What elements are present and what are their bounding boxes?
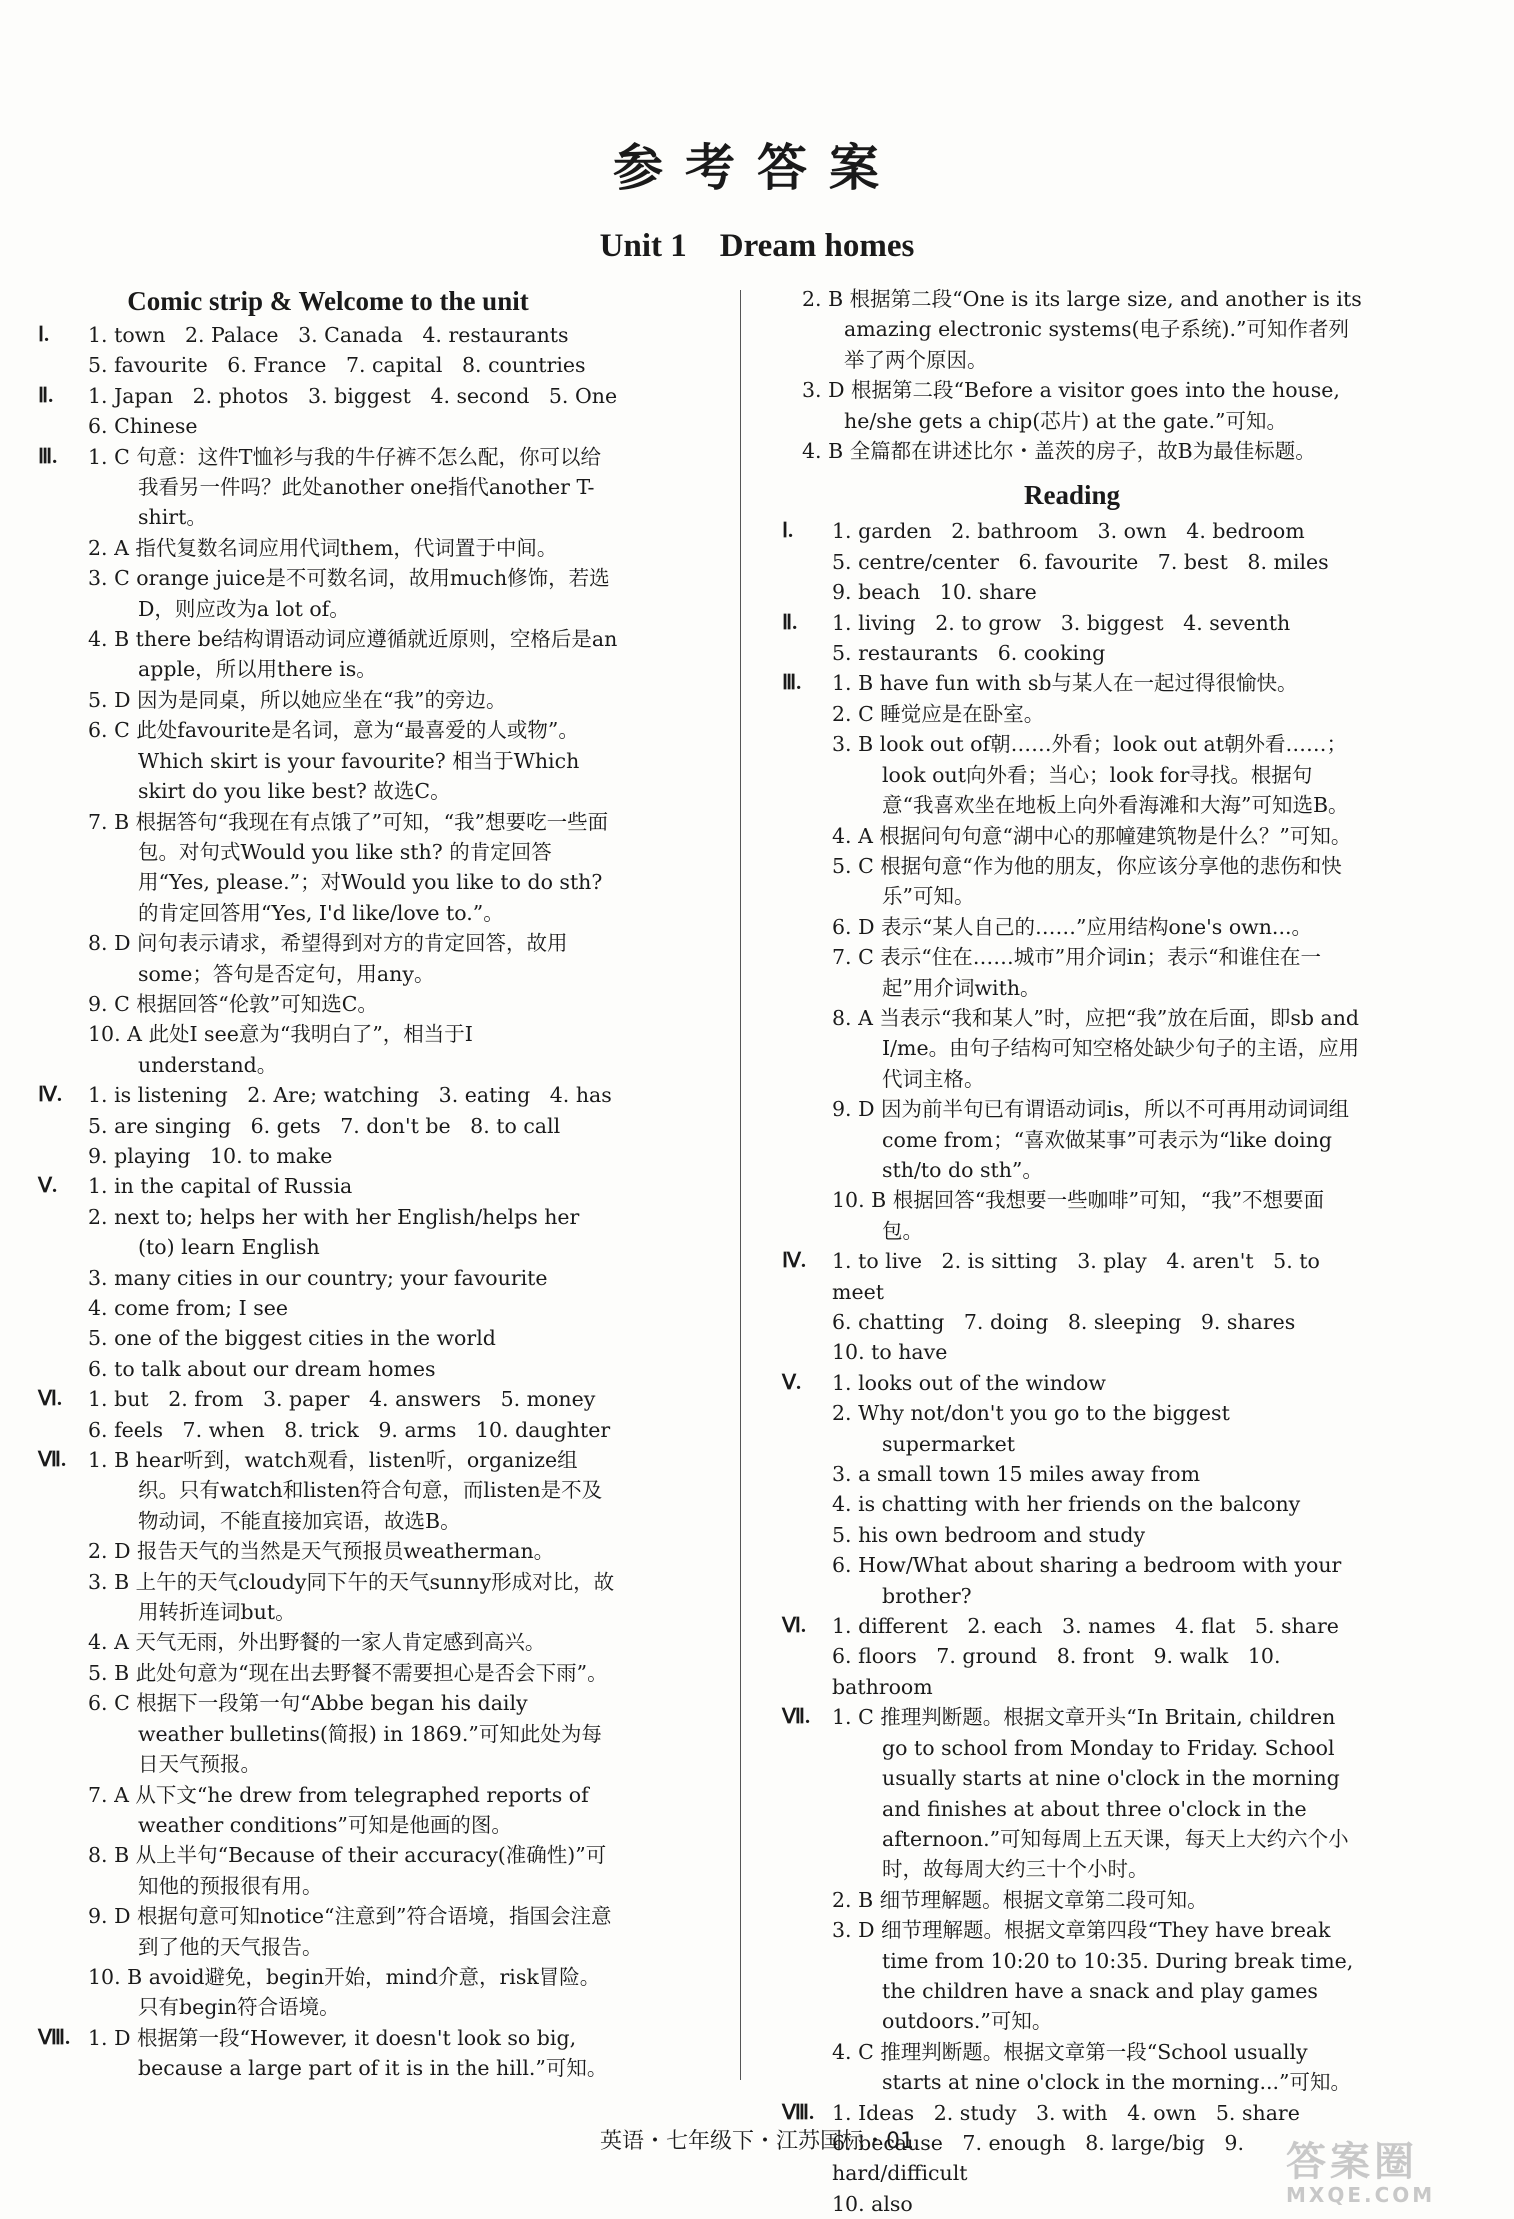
answer-item: 7. C 表示“住在……城市”用介词in；表示“和谁住在一起”用介词with。	[832, 945, 1321, 1000]
answer-line: 2. next to; helps her with her English/helps her (to) learn English	[88, 1204, 586, 1260]
answer-line: 9. playing 10. to make	[88, 1143, 333, 1168]
column-divider	[740, 290, 741, 2080]
group-label: Ⅷ.	[38, 2026, 71, 2049]
answer-item: 1. C 推理判断题。根据文章开头“In Britain, children go to school from Monday to Friday. School usually starts at nine o'clock in the morning and finishes at about three o'clock in the afternoon.”可知每周上五天课，每天上大约六个小时，故每周大约三十个小时。	[832, 1705, 1349, 1882]
answer-line: 5. favourite 6. France 7. capital 8. countries	[88, 353, 586, 378]
answer-line: 5. one of the biggest cities in the world	[88, 1326, 496, 1351]
answer-item: 6. C 根据下一段第一句“Abbe began his daily weather bulletins(简报) in 1869.”可知此处为每日天气预报。	[88, 1691, 602, 1777]
answer-item: 3. D 细节理解题。根据文章第四段“They have break time from 10:20 to 10:35. During break time, the children have a snack and play games outdoors.”可知。	[832, 1918, 1354, 2034]
answer-line: 10. also	[832, 2191, 913, 2216]
answer-line: 6. How/What about sharing a bedroom with your brother?	[832, 1553, 1348, 1608]
answer-item: 8. B 从上半句“Because of their accuracy(准确性)”可知他的预报很有用。	[88, 1843, 607, 1898]
section-heading-reading: Reading	[1023, 480, 1121, 511]
left-column	[38, 284, 618, 2084]
answer-line: 1. different 2. each 3. names 4. flat 5. share	[832, 1614, 1339, 1639]
exercise-group-7	[38, 1445, 618, 2023]
answer-item: 8. D 问句表示请求，希望得到对方的肯定回答，故用some；答句是否定句，用any。	[88, 931, 568, 986]
answer-item: 3. D 根据第二段“Before a visitor goes into the house, he/she gets a chip(芯片) at the gate.”可知。	[802, 378, 1340, 433]
answer-item: 7. B 根据答句“我现在有点饿了”可知，“我”想要吃一些面包。对句式Would you like sth? 的肯定回答用“Yes, please.”；对Would you like to do sth? 的肯定回答用“Yes, I'd like/love to.”。	[88, 809, 609, 925]
answer-item: 3. B look out of朝……外看；look out at朝外看……；look out向外看；当心；look for寻找。根据句意“我喜欢坐在地板上向外看海滩和大海”可知选B。	[832, 732, 1349, 818]
answer-item: 8. A 当表示“我和某人”时，应把“我”放在后面，即sb and I/me。由句子结构可知空格处缺少句子的主语，应用代词主格。	[832, 1005, 1360, 1091]
answer-item: 1. D 根据第一段“However, it doesn't look so big, because a large part of it is in the hill.”可知。	[88, 2025, 608, 2081]
answer-line: 1. to live 2. is sitting 3. play 4. aren't 5. to meet	[832, 1249, 1327, 1304]
group-label: Ⅶ.	[38, 1449, 67, 1472]
reading-group-6	[782, 1611, 1362, 1702]
answer-item: 7. A 从下文“he drew from telegraphed reports of weather conditions”可知是他画的图。	[88, 1782, 589, 1837]
answer-item: 10. B avoid避免，begin开始，mind介意，risk冒险。只有begin符合语境。	[88, 1964, 601, 2020]
answer-item: 6. C 此处favourite是名词，意为“最喜爱的人或物”。Which skirt is your favourite? 相当于Which skirt do you like best? 故选C。	[88, 718, 580, 804]
answer-line: 10. to have	[832, 1340, 948, 1365]
group-label: Ⅳ.	[782, 1250, 807, 1273]
section-heading-welcome: Comic strip & Welcome to the unit	[127, 286, 529, 316]
answer-line: 1. looks out of the window	[832, 1370, 1106, 1395]
exercise-group-6	[38, 1384, 618, 1445]
watermark-main: 答案圈	[1286, 2139, 1418, 2185]
answer-item: 6. D 表示“某人自己的……”应用结构one's own...。	[832, 914, 1312, 939]
answer-item: 1. C 句意：这件T恤衫与我的牛仔裤不怎么配，你可以给我看另一件吗？此处another one指代another T-shirt。	[88, 444, 601, 530]
reading-group-4	[782, 1246, 1362, 1368]
answer-line: 6. feels 7. when 8. trick 9. arms 10. daughter	[88, 1417, 611, 1442]
answer-item: 1. B hear听到，watch观看，listen听，organize组织。只有watch和listen符合句意，而listen是不及物动词，不能直接加宾语，故选B。	[88, 1448, 603, 1533]
group-label: Ⅲ.	[38, 445, 58, 468]
answer-item: 4. C 推理判断题。根据文章第一段“School usually starts at nine o'clock in the morning...”可知。	[832, 2039, 1351, 2095]
answer-line: 1. Ideas 2. study 3. with 4. own 5. share	[832, 2100, 1300, 2125]
group-label: Ⅴ.	[782, 1371, 802, 1394]
group-label: Ⅴ.	[38, 1175, 58, 1198]
answer-line: 1. town 2. Palace 3. Canada 4. restaurants	[88, 323, 569, 347]
answer-line: 1. garden 2. bathroom 3. own 4. bedroom	[832, 519, 1305, 544]
answer-line: 3. many cities in our country; your favourite	[88, 1265, 548, 1290]
answer-item: 2. D 报告天气的当然是天气预报员weatherman。	[88, 1539, 555, 1564]
group-label: Ⅰ.	[782, 520, 794, 543]
exercise-group-1	[38, 320, 618, 381]
answer-item: 1. B have fun with sb与某人在一起过得很愉快。	[832, 671, 1298, 696]
reading-group-3	[782, 668, 1362, 1246]
answer-line: 2. Why not/don't you go to the biggest supermarket	[832, 1401, 1237, 1456]
answer-line: 5. centre/center 6. favourite 7. best 8. miles	[832, 549, 1329, 574]
answer-line: 5. restaurants 6. cooking	[832, 641, 1106, 666]
group-label: Ⅱ.	[38, 384, 54, 407]
unit-title: Unit 1 Dream homes	[599, 228, 915, 264]
answer-item: 3. B 上午的天气cloudy同下午的天气sunny形成对比，故用转折连词but。	[88, 1569, 615, 1625]
answer-line: 5. his own bedroom and study	[832, 1522, 1146, 1547]
exercise-group-8	[38, 2023, 618, 2084]
answer-line: 1. in the capital of Russia	[88, 1174, 353, 1199]
answer-item: 9. D 因为前半句已有谓语动词is，所以不可再用动词词组come from；“喜欢做某事”可表示为“like doing sth/to do sth”。	[832, 1097, 1350, 1182]
answer-line: 4. come from; I see	[88, 1296, 288, 1320]
answer-item: 4. A 天气无雨，外出野餐的一家人肯定感到高兴。	[88, 1630, 546, 1655]
answer-line: 9. beach 10. share	[832, 580, 1037, 605]
answer-line: 6. chatting 7. doing 8. sleeping 9. shares	[832, 1310, 1296, 1334]
exercise-group-3	[38, 442, 618, 1081]
answer-line: 3. a small town 15 miles away from	[832, 1462, 1201, 1487]
answer-item: 10. B 根据回答“我想要一些咖啡”可知，“我”不想要面包。	[832, 1188, 1325, 1243]
answer-item: 4. B there be结构谓语动词应遵循就近原则，空格后是an apple，所以用there is。	[88, 627, 618, 682]
answer-item: 5. B 此处句意为“现在出去野餐不需要担心是否会下雨”。	[88, 1660, 608, 1685]
answer-item: 9. C 根据回答“伦敦”可知选C。	[88, 991, 378, 1016]
answer-line: 6. to talk about our dream homes	[88, 1356, 436, 1381]
page-footer: 英语・七年级下・江苏国标・01	[600, 2129, 914, 2154]
answer-item: 2. C 睡觉应是在卧室。	[832, 701, 1045, 726]
group-label: Ⅶ.	[782, 1706, 811, 1729]
exercise-group-5	[38, 1171, 618, 1384]
answer-line: 1. Japan 2. photos 3. biggest 4. second 5. One	[88, 383, 618, 408]
answer-line: 5. are singing 6. gets 7. don't be 8. to call	[88, 1113, 561, 1138]
group-label: Ⅵ.	[38, 1388, 63, 1411]
answer-item: 2. B 细节理解题。根据文章第二段可知。	[832, 1887, 1208, 1912]
answer-line: 6. because 7. enough 8. large/big 9. hard/difficult	[832, 2130, 1251, 2186]
group-label: Ⅰ.	[38, 324, 50, 346]
group-label: Ⅵ.	[782, 1615, 807, 1638]
answer-item: 3. C orange juice是不可数名词，故用much修饰，若选D，则应改为a lot of。	[88, 566, 610, 621]
group-label: Ⅲ.	[782, 672, 802, 695]
reading-group-8	[782, 2098, 1362, 2219]
answer-item: 2. A 指代复数名词应用代词them，代词置于中间。	[88, 535, 558, 560]
answer-item: 4. A 根据问句句意“湖中心的那幢建筑物是什么？”可知。	[832, 823, 1352, 848]
answer-item: 4. B 全篇都在讲述比尔・盖茨的房子，故B为最佳标题。	[802, 439, 1316, 464]
group-label: Ⅱ.	[782, 611, 798, 634]
reading-group-1	[782, 516, 1362, 607]
answer-line: 1. is listening 2. Are; watching 3. eating 4. has	[88, 1083, 612, 1108]
exercise-group-4	[38, 1080, 618, 1171]
right-column	[782, 284, 1362, 2219]
exercise-group-2	[38, 381, 618, 442]
answer-line: 6. Chinese	[88, 414, 198, 439]
reading-group-2	[782, 608, 1362, 669]
answer-line: 4. is chatting with her friends on the balcony	[832, 1492, 1301, 1517]
answer-item: 5. D 因为是同桌，所以她应坐在“我”的旁边。	[88, 687, 507, 712]
reading-group-7	[782, 1702, 1362, 2097]
answer-line: 6. floors 7. ground 8. front 9. walk 10. bathroom	[832, 1644, 1288, 1699]
watermark-logo	[1286, 2130, 1486, 2207]
page-title: 参考答案	[613, 139, 901, 197]
answer-item: 9. D 根据句意可知notice“注意到”符合语境，指国会注意到了他的天气报告。	[88, 1904, 612, 1959]
answer-item: 10. A 此处I see意为“我明白了”，相当于I understand。	[88, 1022, 473, 1077]
answer-line: 1. but 2. from 3. paper 4. answers 5. money	[88, 1387, 596, 1412]
reading-group-5	[782, 1368, 1362, 1611]
answer-line: 1. living 2. to grow 3. biggest 4. seventh	[832, 610, 1291, 635]
answer-item: 2. B 根据第二段“One is its large size, and another is its amazing electronic systems(电子系统).”可知作者列举了两个原因。	[802, 287, 1362, 372]
group-label: Ⅷ.	[782, 2101, 815, 2124]
watermark-sub: MXQE.COM	[1286, 2183, 1436, 2207]
answer-item: 5. C 根据句意“作为他的朋友，你应该分享他的悲伤和快乐”可知。	[832, 853, 1342, 909]
group-label: Ⅳ.	[38, 1084, 63, 1107]
